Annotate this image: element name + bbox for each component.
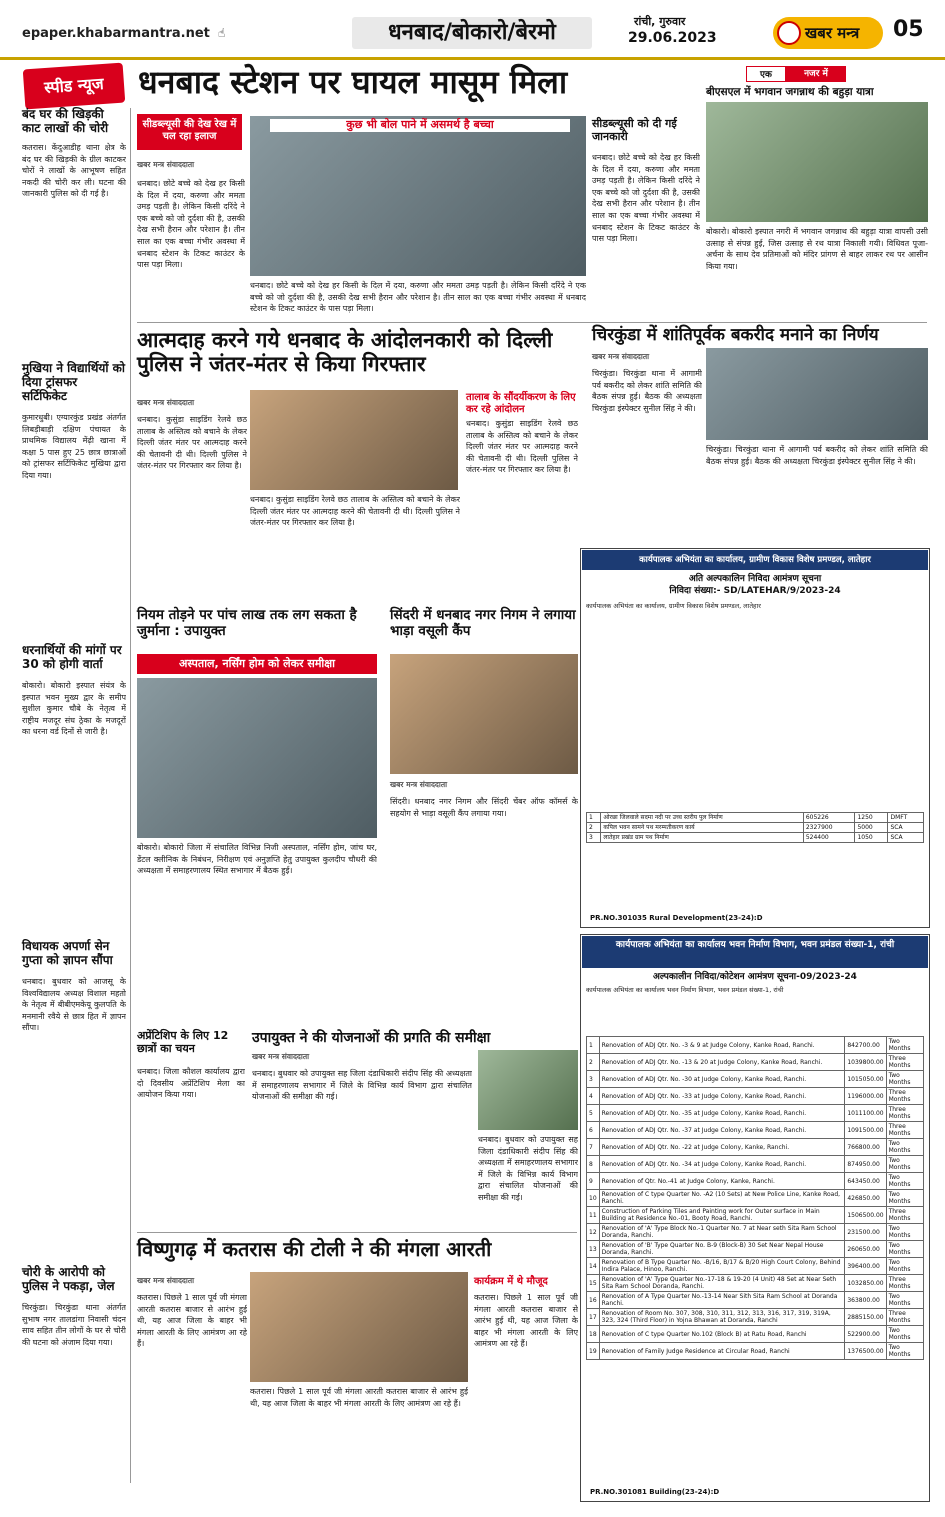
table-cell-time: Three Months xyxy=(886,1088,923,1105)
table-cell-sl: 15 xyxy=(587,1275,600,1292)
story3-text: चिरकुंडा। चिरकुंडा थाना में आगामी पर्व बकरीद को लेकर शांति समिति की बैठक संपन्न हुई। बैठक की अध्यक्षता चिरकुंडा इंस्पेक्टर सुनील सिंह ने की। xyxy=(592,369,702,413)
table-cell-sl: 4 xyxy=(587,1088,600,1105)
table-cell-name: लातेहार प्रखंड ग्राम पथ निर्माण xyxy=(601,833,803,843)
table-cell-cost: 522900.00 xyxy=(845,1326,886,1343)
tender1-no: निविदा संख्या:- SD/LATEHAR/9/2023-24 xyxy=(669,586,841,596)
story8-text-2: कतरास। पिछले 1 साल पूर्व जी मंगला आरती कतरास बाजार से आरंभ हुई थी, यह आज जिला के बाहर भी मंगला आरती के लिए आमंत्रण आ रहे हैं। xyxy=(250,1387,468,1408)
story1-byline: खबर मन्त्र संवाददाता xyxy=(137,160,195,169)
story1-text: धनबाद। छोटे बच्चे को देख हर किसी के दिल में दया, करुणा और ममता उमड़ पड़ती है। लेकिन किसी दरिंदे ने एक बच्चे को जो दुर्दशा की है, उसकी देख सभी हैरान और परेशान है। तीन साल का एक बच्चा गंभीर अवस्था में धनबाद स्टेशन के टिकट काउंटर के पास पड़ा मिला। xyxy=(137,179,245,270)
story7-text-2: धनबाद। बुधवार को उपायुक्त सह जिला दंडाधिकारी संदीप सिंह की अध्यक्षता में समाहरणालय सभागार में जिले के विभिन्न कार्य विभाग द्वारा संचालित योजनाओं की समीक्षा की गई। xyxy=(478,1135,578,1202)
table-cell-name: Renovation of ADJ Qtr. No. -3 & 9 at Judge Colony, Kanke Road, Ranchi. xyxy=(599,1037,845,1054)
table-row xyxy=(587,813,924,823)
left-story-2-text: कुमारधुबी। एग्यारकुंड प्रखंड अंतर्गत लिबड़ीबाड़ी दक्षिण पंचायत के प्राथमिक विद्यालय मेंढ़ी खाना में कक्षा 5 पास हुए 25 छात्र छात्राओं को ट्रांसफर सर्टिफिकेट मुखिया द्वारा दिया गया। xyxy=(22,413,126,480)
table-row xyxy=(587,1105,924,1122)
table-cell-sl: 10 xyxy=(587,1190,600,1207)
table-cell-name: ओरछा जिलवाले सदमा नदी पर उच्च स्तरीय पुल निर्माण xyxy=(601,813,803,823)
table-cell-time: Two Months xyxy=(886,1173,923,1190)
table-cell-name: Renovation of 'A' Type Quarter No.-17-18 & 19-20 (4 Unit) 48 Set at Near Seth Sita Ram School Doranda, Ranchi. xyxy=(599,1275,845,1292)
table-cell-cost: 2885150.00 xyxy=(845,1309,886,1326)
table-row xyxy=(587,1292,924,1309)
table-cell-sl: 17 xyxy=(587,1309,600,1326)
table-cell-time: 1250 xyxy=(855,813,888,823)
story7-byline: खबर मन्त्र संवाददाता xyxy=(252,1052,310,1061)
right-top-photo xyxy=(706,102,928,222)
story7-head[interactable]: उपायुक्त ने की योजनाओं की प्रगति की समीक्षा xyxy=(252,1030,491,1046)
table-cell-sl: 5 xyxy=(587,1105,600,1122)
table-cell-name: Renovation of ADJ Qtr. No. -30 at Judge Colony, Kanke Road, Ranchi. xyxy=(599,1071,845,1088)
table-cell-sl: 2 xyxy=(587,1054,600,1071)
table-cell-time: Three Months xyxy=(886,1105,923,1122)
table-cell-sl: 16 xyxy=(587,1292,600,1309)
story1-side-text: धनबाद। छोटे बच्चे को देख हर किसी के दिल में दया, करुणा और ममता उमड़ पड़ती है। लेकिन किसी दरिंदे ने एक बच्चे को जो दुर्दशा की है, उसकी देख सभी हैरान और परेशान है। तीन साल का एक बच्चा गंभीर अवस्था में धनबाद स्टेशन के टिकट काउंटर के पास पड़ा मिला। xyxy=(592,153,700,244)
story2-byline: खबर मन्त्र संवाददाता xyxy=(137,398,195,407)
story7-photo xyxy=(478,1050,578,1130)
table-row xyxy=(587,1173,924,1190)
tender1-table xyxy=(586,812,924,843)
story1-photo xyxy=(250,116,586,276)
table-cell-sl: 1 xyxy=(587,1037,600,1054)
site-url[interactable]: epaper.khabarmantra.net xyxy=(22,26,210,41)
table-cell-sl: 18 xyxy=(587,1326,600,1343)
table-cell-time: Two Months xyxy=(886,1326,923,1343)
table-cell-cost: 1011100.00 xyxy=(845,1105,886,1122)
table-row xyxy=(587,1088,924,1105)
main-headline[interactable]: धनबाद स्टेशन पर घायल मासूम मिला xyxy=(138,63,568,101)
table-row xyxy=(587,1054,924,1071)
story8-head[interactable]: विष्णुगढ़ में कतरास की टोली ने की मंगला आरती xyxy=(137,1237,492,1261)
story8-photo xyxy=(250,1272,468,1382)
story8-byline: खबर मन्त्र संवाददाता xyxy=(137,1276,195,1285)
table-cell-sl: 8 xyxy=(587,1156,600,1173)
table-cell-cost: 1015050.00 xyxy=(845,1071,886,1088)
table-cell-cost: 2327900 xyxy=(803,823,855,833)
table-cell-sl: 3 xyxy=(587,1071,600,1088)
story1-tag: सीडब्ल्यूसी की देख रेख में चल रहा इलाज xyxy=(137,114,242,150)
table-cell-cost: 1091500.00 xyxy=(845,1122,886,1139)
table-row xyxy=(587,1190,924,1207)
story8-text: कतरास। पिछले 1 साल पूर्व जी मंगला आरती कतरास बाजार से आरंभ हुई थी, यह आज जिला के बाहर भी मंगला आरती के लिए आमंत्रण आ रहे हैं। xyxy=(137,1293,247,1349)
tender2-head: कार्यपालक अभियंता का कार्यालय भवन निर्माण विभाग, भवन प्रमंडल संख्या-1, रांची xyxy=(582,936,928,968)
story3-text-2: चिरकुंडा। चिरकुंडा थाना में आगामी पर्व बकरीद को लेकर शांति समिति की बैठक संपन्न हुई। बैठक की अध्यक्षता चिरकुंडा इंस्पेक्टर सुनील सिंह ने की। xyxy=(706,445,928,466)
story1-photo-caption: कुछ भी बोल पाने में असमर्थ है बच्चा xyxy=(270,119,570,132)
table-cell-cost: 1506500.00 xyxy=(845,1207,886,1224)
tender1-sub: अति अल्पकालिन निविदा आमंत्रण सूचना xyxy=(688,574,822,584)
table-cell-time: Three Months xyxy=(886,1054,923,1071)
table-cell-sl: 6 xyxy=(587,1122,600,1139)
table-row xyxy=(587,1241,924,1258)
table-cell-cost: 363800.00 xyxy=(845,1292,886,1309)
table-cell-sl: 7 xyxy=(587,1139,600,1156)
table-cell-time: Two Months xyxy=(886,1343,923,1360)
story4-head[interactable]: नियम तोड़ने पर पांच लाख तक लग सकता है जुर्माना : उपायुक्त xyxy=(137,607,357,639)
table-cell-name: कपिल भवन सामने पथ मरम्मतीकरण कार्य xyxy=(601,823,803,833)
brand-name: खबर मन्त्र xyxy=(805,24,860,42)
table-cell-name: Renovation of A Type Quarter No.-13-14 Near Sith Sita Ram School at Doranda Ranchi. xyxy=(599,1292,845,1309)
story2-side-text: धनबाद। कुसुंडा साइडिंग रेलवे छठ तालाब के अस्तित्व को बचाने के लेकर दिल्ली जंतर मंतर पर आत्मदाह करने की चेतावनी दी थी। दिल्ली पुलिस ने जंतर-मंतर पर गिरफ्तार कर लिया है। xyxy=(466,419,578,475)
table-cell-time: Two Months xyxy=(886,1156,923,1173)
table-cell-time: Two Months xyxy=(886,1258,923,1275)
left-story-4-head[interactable]: विधायक अपर्णा सेन गुप्ता को ज्ञापन सौंपा xyxy=(22,939,113,967)
table-row xyxy=(587,1207,924,1224)
story3-byline: खबर मन्त्र संवाददाता xyxy=(592,352,650,361)
table-cell-cost: 874950.00 xyxy=(845,1156,886,1173)
left-story-1-head[interactable]: बंद घर की खिड़की काट लाखों की चोरी xyxy=(22,107,109,135)
section-divider-2 xyxy=(137,1232,577,1233)
table-cell-time: Three Months xyxy=(886,1122,923,1139)
table-cell-time: Two Months xyxy=(886,1190,923,1207)
story3-head[interactable]: चिरकुंडा में शांतिपूर्वक बकरीद मनाने का निर्णय xyxy=(592,325,879,345)
story6-head[interactable]: अप्रेंटिशिप के लिए 12 छात्रों का चयन xyxy=(137,1029,229,1055)
table-cell-sl: 9 xyxy=(587,1173,600,1190)
page-header xyxy=(0,0,945,60)
table-row xyxy=(587,1258,924,1275)
page-number: 05 xyxy=(893,17,924,42)
issue-date: 29.06.2023 xyxy=(628,30,717,46)
table-cell-cost: 426850.00 xyxy=(845,1190,886,1207)
tender2-sub: अल्पकालीन निविदा/कोटेशन आमंत्रण सूचना-09/2023-24 xyxy=(653,972,857,982)
table-cell-name: Renovation of C type Quarter No.102 (Block B) at Ratu Road, Ranchi xyxy=(599,1326,845,1343)
edition-title: धनबाद/बोकारो/बेरमो xyxy=(352,17,592,49)
table-row xyxy=(587,1309,924,1326)
table-cell-cost: 1376500.00 xyxy=(845,1343,886,1360)
speed-news-badge: स्पीड न्यूज xyxy=(23,63,126,110)
table-row xyxy=(587,1326,924,1343)
story2-photo xyxy=(250,390,458,490)
table-cell-sl: 2 xyxy=(587,823,601,833)
ek-nazar-tag-2: नजर में xyxy=(786,66,846,82)
right-top-text: बोकारो। बोकारो इस्पात नगरी में भगवान जगन्नाथ की बहुड़ा यात्रा वापसी उसी उत्साह से संपन्न हुई, जिस उत्साह से रथ यात्रा निकाली गयी। विधिवत पूजा-अर्चना के साथ देव प्रतिमाओं को मंदिर प्रांगण से बाहर लाकर रथ पर आसीन किया गया। xyxy=(706,227,928,271)
table-row xyxy=(587,1275,924,1292)
column-divider xyxy=(130,108,131,1483)
table-cell-time: Three Months xyxy=(886,1309,923,1326)
table-cell-cost: 1196000.00 xyxy=(845,1088,886,1105)
table-row xyxy=(587,833,924,843)
table-cell-cost: 260650.00 xyxy=(845,1241,886,1258)
table-cell-cost: 643450.00 xyxy=(845,1173,886,1190)
left-story-2-head[interactable]: मुखिया ने विद्यार्थियों को दिया ट्रांसफर सर्टिफिकेट xyxy=(22,361,125,403)
tender1-footer: PR.NO.301035 Rural Development(23-24):D xyxy=(590,914,763,922)
table-cell-name: Renovation of Family Judge Residence at Circular Road, Ranchi xyxy=(599,1343,845,1360)
table-cell-cost: 1039800.00 xyxy=(845,1054,886,1071)
table-row xyxy=(587,1037,924,1054)
table-cell-sl: 11 xyxy=(587,1207,600,1224)
story8-side-text: कतरास। पिछले 1 साल पूर्व जी मंगला आरती कतरास बाजार से आरंभ हुई थी, यह आज जिला के बाहर भी मंगला आरती के लिए आमंत्रण आ रहे हैं। xyxy=(474,1293,578,1349)
table-cell-name: Renovation of ADJ Qtr. No. -37 at Judge Colony, Kanke Road, Ranchi. xyxy=(599,1122,845,1139)
table-cell-cat: SCA xyxy=(888,833,924,843)
tender2-body: कार्यपालक अभियंता का कार्यालय भवन निर्माण विभाग, भवन प्रमंडल संख्या-1, रांची xyxy=(586,986,784,994)
table-cell-name: Renovation of C type Quarter No. -A2 (10 Sets) at New Police Line, Kanke Road, Ranchi. xyxy=(599,1190,845,1207)
left-story-3-head[interactable]: धरनार्थियों की मांगों पर 30 को होगी वार्ता xyxy=(22,643,122,671)
table-cell-cat: DMFT xyxy=(888,813,924,823)
table-cell-name: Renovation of 'A' Type Block No.-1 Quarter No. 7 at Near seth Sita Ram School Doranda, Ranchi. xyxy=(599,1224,845,1241)
story5-byline: खबर मन्त्र संवाददाता xyxy=(390,780,448,789)
table-cell-time: 5000 xyxy=(855,823,888,833)
table-cell-sl: 3 xyxy=(587,833,601,843)
table-cell-cost: 605226 xyxy=(803,813,855,823)
story2-text: धनबाद। कुसुंडा साइडिंग रेलवे छठ तालाब के अस्तित्व को बचाने के लेकर दिल्ली जंतर मंतर पर आत्मदाह करने की चेतावनी दी थी। दिल्ली पुलिस ने जंतर-मंतर पर गिरफ्तार कर लिया है। xyxy=(137,415,247,471)
table-cell-cost: 524400 xyxy=(803,833,855,843)
table-cell-sl: 13 xyxy=(587,1241,600,1258)
right-top-head[interactable]: बीएसएल में भगवान जगन्नाथ की बहुड़ा यात्रा xyxy=(706,86,874,98)
left-story-5-head[interactable]: चोरी के आरोपी को पुलिस ने पकड़ा, जेल xyxy=(22,1265,115,1293)
story1-side-head[interactable]: सीडब्ल्यूसी को दी गई जानकारी xyxy=(592,117,677,143)
table-cell-cat: SCA xyxy=(888,823,924,833)
table-cell-sl: 12 xyxy=(587,1224,600,1241)
left-story-3-text: बोकारो। बोकारो इस्पात संयंत्र के इस्पात भवन मुख्य द्वार के समीप सुशील कुमार चौबे के नेतृत्व में राष्ट्रीय मजदूर संघ ठ्रेका के मजदूरों का धरना वर्ड दिनों से जारी है। xyxy=(22,681,126,737)
story2-side-head[interactable]: तालाब के सौंदर्यीकरण के लिए कर रहे आंदोलन xyxy=(466,392,576,415)
table-cell-cost: 766800.00 xyxy=(845,1139,886,1156)
tender2-footer: PR.NO.301081 Building(23-24):D xyxy=(590,1488,720,1496)
table-cell-sl: 1 xyxy=(587,813,601,823)
story5-text: सिंदरी। धनबाद नगर निगम और सिंदरी चेंबर ऑफ कॉमर्स के सहयोग से भाड़ा वसूली कैंप लगाया गया। xyxy=(390,797,578,818)
table-cell-name: Renovation of ADJ Qtr. No. -33 at Judge Colony, Kanke Road, Ranchi. xyxy=(599,1088,845,1105)
table-cell-time: Two Months xyxy=(886,1241,923,1258)
table-cell-name: Renovation of Qtr. No.-41 at Judge Colony, Kanke, Ranchi. xyxy=(599,1173,845,1190)
table-cell-time: 1050 xyxy=(855,833,888,843)
table-row xyxy=(587,1343,924,1360)
story8-side-head[interactable]: कार्यक्रम में थे मौजूद xyxy=(474,1276,548,1287)
brand-badge xyxy=(773,17,883,49)
story4-photo xyxy=(137,678,377,838)
table-row xyxy=(587,1156,924,1173)
story5-photo xyxy=(390,654,578,774)
table-cell-cost: 231500.00 xyxy=(845,1224,886,1241)
story7-text: धनबाद। बुधवार को उपायुक्त सह जिला दंडाधिकारी संदीप सिंह की अध्यक्षता में समाहरणालय सभागार में जिले के विभिन्न कार्य विभाग द्वारा संचालित योजनाओं की समीक्षा की गई। xyxy=(252,1069,472,1102)
table-cell-time: Two Months xyxy=(886,1037,923,1054)
table-row xyxy=(587,1139,924,1156)
table-cell-name: Renovation of Room No. 307, 308, 310, 311, 312, 313, 316, 317, 319, 319A, 323, 324 (Third Floor) in Yojna Bhawan at Doranda, Ranchi xyxy=(599,1309,845,1326)
table-cell-sl: 14 xyxy=(587,1258,600,1275)
ek-nazar-tag: एक xyxy=(746,66,786,82)
left-story-4-text: धनबाद। बुधवार को आजसू के विश्वविद्यालय अध्यक्ष विशाल महतो के नेतृत्व में बीबीएमकेयू कुलपति के मनमानी रवैये से छात्र हित में ज्ञापन सौंपा। xyxy=(22,977,126,1033)
story6-text: धनबाद। जिला कौशल कार्यालय द्वारा दो दिवसीय अप्रेंटिशिप मेला का आयोजन किया गया। xyxy=(137,1067,245,1100)
table-row xyxy=(587,1224,924,1241)
table-cell-name: Renovation of ADJ Qtr. No. -22 at Judge Colony, Kanke, Ranchi. xyxy=(599,1139,845,1156)
table-row xyxy=(587,1071,924,1088)
table-cell-name: Construction of Parking Tiles and Painting work for Outer surface in Main Building at Residence No.-01, Booty Road, Ranchi. xyxy=(599,1207,845,1224)
story1-text-2: धनबाद। छोटे बच्चे को देख हर किसी के दिल में दया, करुणा और ममता उमड़ पड़ती है। लेकिन किसी दरिंदे ने एक बच्चे को जो दुर्दशा की है, उसकी देख सभी हैरान और परेशान है। तीन साल का एक बच्चा गंभीर अवस्था में धनबाद स्टेशन के टिकट काउंटर के पास पड़ा मिला। xyxy=(250,281,586,314)
table-row xyxy=(587,1122,924,1139)
table-cell-name: Renovation of 'B' Type Quarter No. B-9 (Block-B) 30 Set Near Nepal House Doranda, Ranchi. xyxy=(599,1241,845,1258)
table-cell-time: Two Months xyxy=(886,1224,923,1241)
left-story-5-text: चिरकुंडा। चिरकुंडा थाना अंतर्गत सुभाष नगर तालडांगा निवासी चंदन साव सहित तीन लोगों के घर से चोरी की घटना को अंजाम दिया गया। xyxy=(22,1303,126,1347)
table-cell-name: Renovation of B Type Quarter No. -B/16, B/17 & B/20 High Court Colony, Behind Indira Palace, Hinoo, Ranchi. xyxy=(599,1258,845,1275)
story4-tag: अस्पताल, नर्सिंग होम को लेकर समीक्षा xyxy=(137,654,377,674)
story5-head[interactable]: सिंदरी में धनबाद नगर निगम ने लगाया भाड़ा वसूली कैंप xyxy=(390,607,576,639)
tender2-table xyxy=(586,1036,924,1360)
table-cell-cost: 1032850.00 xyxy=(845,1275,886,1292)
table-cell-time: Two Months xyxy=(886,1139,923,1156)
table-cell-sl: 19 xyxy=(587,1343,600,1360)
brand-logo-icon xyxy=(777,21,801,45)
table-cell-name: Renovation of ADJ Qtr. No. -34 at Judge Colony, Kanke Road, Ranchi. xyxy=(599,1156,845,1173)
table-cell-name: Renovation of ADJ Qtr. No. -35 at Judge Colony, Kanke Road, Ranchi. xyxy=(599,1105,845,1122)
section-divider-1 xyxy=(137,322,927,323)
table-cell-time: Three Months xyxy=(886,1207,923,1224)
left-story-1-text: कतरास। केंदुआडीह थाना क्षेत्र के बंद घर की खिड़की के ग्रील काटकर चोरों ने लाखों के आभूषण सहित नकदी की चोरी कर ली। घटना की जानकारी पुलिस को दी गई है। xyxy=(22,143,126,199)
story2-text-2: धनबाद। कुसुंडा साइडिंग रेलवे छठ तालाब के अस्तित्व को बचाने के लेकर दिल्ली जंतर मंतर पर आत्मदाह करने की चेतावनी दी थी। दिल्ली पुलिस ने जंतर-मंतर पर गिरफ्तार कर लिया है। xyxy=(250,495,460,528)
story4-text: बोकारो। बोकारो जिला में संचालित विभिन्न निजी अस्पताल, नर्सिंग होम, जांच घर, डेंटल क्लीनिक के निबंधन, निरीक्षण एवं अनुज्ञप्ति हेतु उपायुक्त कुलदीप चौधरी की अध्यक्षता में समाहरणालय स्थित सभागार में बैठक हुई। xyxy=(137,843,377,876)
story2-head[interactable]: आत्मदाह करने गये धनबाद के आंदोलनकारी को दिल्ली पुलिस ने जंतर-मंतर से किया गिरफ्तार xyxy=(137,328,553,377)
table-cell-time: Two Months xyxy=(886,1071,923,1088)
story3-photo xyxy=(706,348,928,440)
pointer-icon: ☝ xyxy=(218,26,226,40)
table-cell-time: Three Months xyxy=(886,1275,923,1292)
table-cell-cost: 842700.00 xyxy=(845,1037,886,1054)
tender1-body: कार्यपालक अभियंता का कार्यालय, ग्रामीण विकास विशेष प्रमण्डल, लातेहार xyxy=(586,602,761,610)
table-cell-time: Two Months xyxy=(886,1292,923,1309)
table-row xyxy=(587,823,924,833)
table-cell-cost: 396400.00 xyxy=(845,1258,886,1275)
table-cell-name: Renovation of ADJ Qtr. No. -13 & 20 at Judge Colony, Kanke Road, Ranchi. xyxy=(599,1054,845,1071)
city-day: रांची, गुरुवार xyxy=(634,15,686,28)
tender1-head: कार्यपालक अभियंता का कार्यालय, ग्रामीण विकास विशेष प्रमण्डल, लातेहार xyxy=(582,550,928,570)
